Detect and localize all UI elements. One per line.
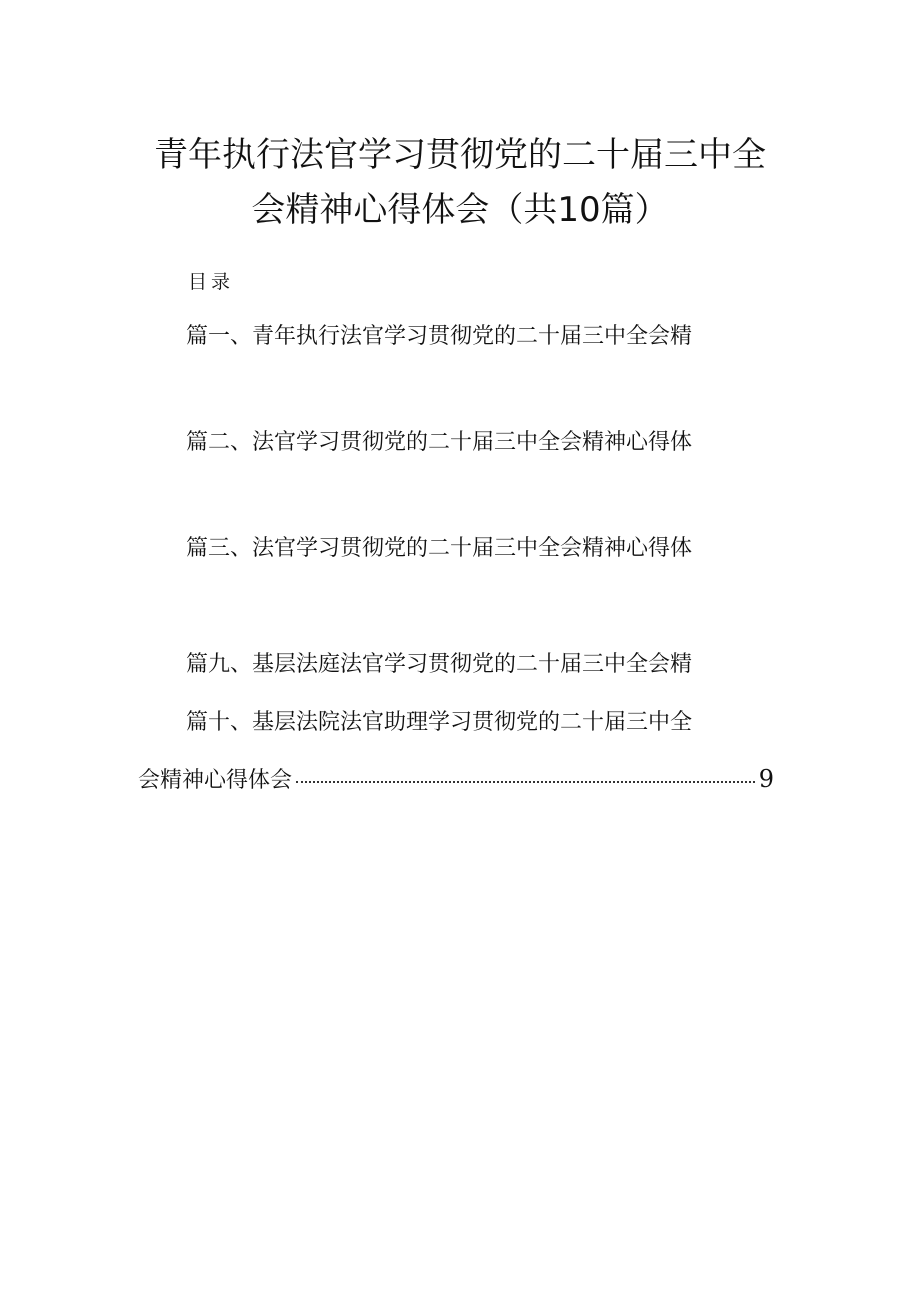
toc-entry-10-continuation[interactable]	[138, 764, 774, 794]
toc-entry-9[interactable]: 篇九、基层法庭法官学习贯彻党的二十届三中全会精	[186, 652, 693, 677]
document-title-line-1: 青年执行法官学习贯彻党的二十届三中全	[154, 135, 766, 175]
toc-entry-1[interactable]: 篇一、青年执行法官学习贯彻党的二十届三中全会精	[186, 324, 693, 349]
toc-dot-leader	[296, 781, 755, 783]
toc-heading: 目录	[188, 271, 235, 293]
document-title-line-2: 会精神心得体会（共10篇）	[251, 190, 669, 230]
toc-entry-2[interactable]: 篇二、法官学习贯彻党的二十届三中全会精神心得体	[186, 430, 693, 455]
toc-entry-10[interactable]: 篇十、基层法院法官助理学习贯彻党的二十届三中全	[186, 710, 693, 735]
toc-entry-10-continuation-text: 会精神心得体会	[138, 768, 293, 793]
toc-entry-3[interactable]: 篇三、法官学习贯彻党的二十届三中全会精神心得体	[186, 536, 693, 561]
toc-page-number: 9	[758, 765, 774, 793]
